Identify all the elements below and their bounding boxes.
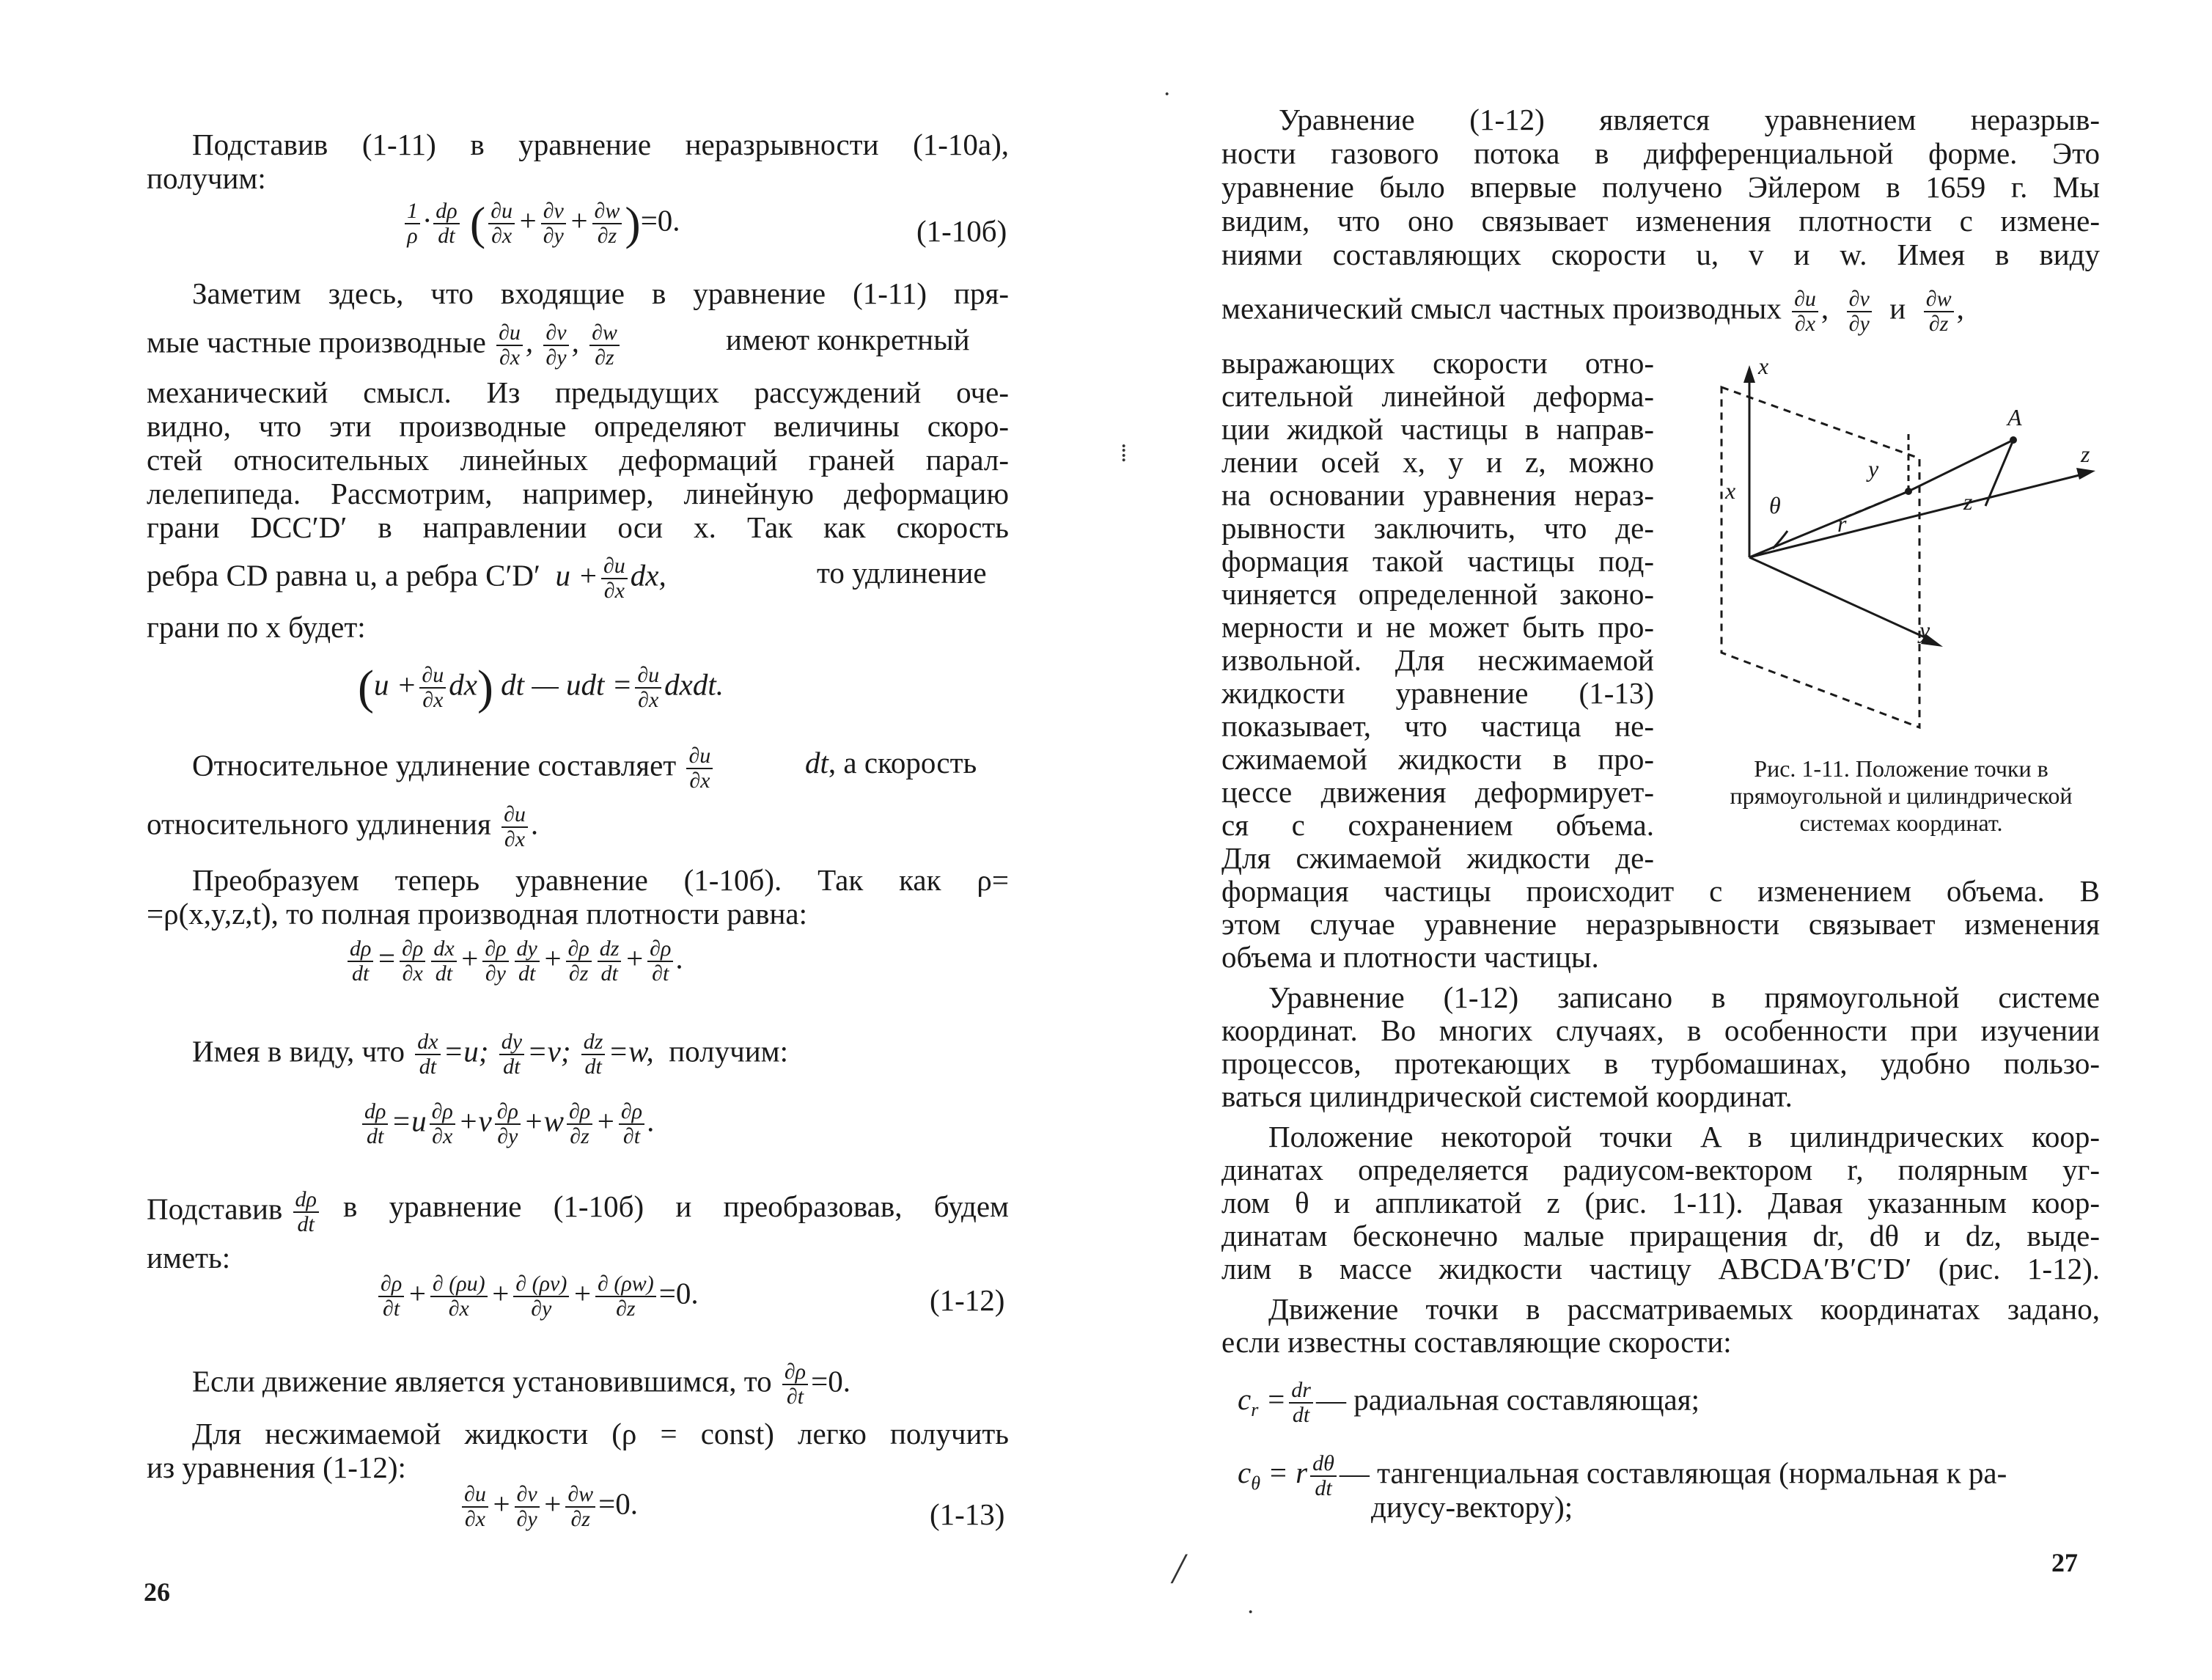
label-z-axis: z: [2081, 441, 2090, 467]
text-line: лом θ и аппликатой z (рис. 1-11). Давая указанным коор-: [1221, 1186, 2100, 1219]
text-line: процессов, протекающих в турбомашинах, удобно пользо-: [1221, 1046, 2100, 1080]
text-line: выражающих скорости отно-: [1221, 346, 1654, 380]
text-line: уравнение было впервые получено Эйлером в 1659 г. Мы: [1221, 170, 2100, 204]
text-line: dt, а скорость: [805, 746, 977, 780]
text-line: лим в массе жидкости частицу ABCDA′B′C′D′ (рис. 1-12).: [1221, 1252, 2100, 1285]
text-line: из уравнения (1-12):: [147, 1450, 406, 1484]
label-r: r: [1837, 510, 1847, 537]
label-x-axis: x: [1758, 353, 1769, 379]
text-line: механический смысл. Из предыдущих рассуждений оче-: [147, 375, 1009, 409]
text-line: этом случае уравнение неразрывности связывает изменения: [1221, 907, 2100, 941]
y-axis-line: [1749, 557, 1934, 642]
scan-mark: ⁞: [1120, 440, 1128, 467]
text-line: =ρ(x,y,z,t), то полная производная плотности равна:: [147, 897, 808, 931]
equation-1-10b: $\frac{1}{\rho}$ · $\frac{d\rho}{dt}$ ( $\frac{\partial u}{\partial x}$ + $\frac{\partial v}{\partial y}$ + $\frac{\partial w}{\partial z}$ )=0.: [402, 199, 680, 248]
text-line: ребра CD равна u, а ребра C′D′ u + $\frac{\partial u}{\partial x}$ dx,: [147, 554, 666, 603]
text-line: Если движение является установившимся, то $\frac{\partial\rho}{\partial t}$ =0.: [192, 1360, 850, 1409]
text-line: имеют конкретный: [726, 323, 970, 356]
text-line: ции жидкой частицы в направ-: [1221, 412, 1654, 446]
text-line: получим:: [147, 161, 266, 195]
right-page: [1106, 0, 2212, 1680]
text-line: в уравнение (1-10б) и преобразовав, будем: [343, 1189, 1009, 1223]
text-line: жидкости уравнение (1-13): [1221, 676, 1654, 710]
text-line: видим, что оно связывает изменения плотности с измене-: [1221, 204, 2100, 238]
text-span: Относительное удлинение составляет: [192, 748, 677, 782]
text-line: механический смысл частных производных $\frac{\partial u}{\partial x}$ , $\frac{\partial v}{\partial y}$ и $\frac{\partial w}{\partial z}$ ,: [1221, 287, 1964, 336]
text-line: координат. Во многих случаях, в особенности при изучении: [1221, 1013, 2100, 1047]
text-line: Уравнение (1-12) является уравнением неразрыв-: [1279, 103, 2100, 136]
text-line: показывает, что частица не-: [1221, 709, 1654, 743]
text-line: видно, что эти производные определяют величины скоро-: [147, 409, 1009, 443]
text-line: Движение точки в рассматриваемых координатах задано,: [1268, 1292, 2100, 1326]
label-y-axis: y: [1919, 617, 1930, 643]
equation-1-13: $\frac{\partial u}{\partial x}$ + $\frac{\partial v}{\partial y}$ + $\frac{\partial w}{\partial z}$ =0.: [459, 1483, 638, 1531]
x-arrow-head: [1743, 365, 1755, 383]
figure-1-11: [1700, 352, 2110, 748]
text-line: если известны составляющие скорости:: [1221, 1325, 1732, 1359]
equation-drho-uvw: $\frac{d\rho}{dt}$ =u $\frac{\partial\rho}{\partial x}$ +v $\frac{\partial\rho}{\partial y}$ +w $\frac{\partial\rho}{\partial z}$ + $\frac{\partial\rho}{\partial t}$ .: [359, 1100, 655, 1148]
text-line: динатам бесконечно малые приращения dr, dθ и dz, выде-: [1221, 1219, 2100, 1252]
scan-mark: ╱: [1172, 1556, 1187, 1583]
text-span: ребра CD равна u, а ребра C′D′: [147, 558, 541, 593]
text-span: Подставив: [147, 1192, 283, 1226]
text-span: мые частные производные: [147, 325, 486, 359]
text-line: динатах определяется радиусом-вектором r, полярным уг-: [1221, 1153, 2100, 1186]
text-line: $c_r$ = $\frac{dr}{dt}$ — радиальная составляющая;: [1238, 1378, 1700, 1427]
text-line: стей относительных линейных деформаций граней парал-: [147, 443, 1009, 477]
text-line: Подставив $\frac{d\rho}{dt}$: [147, 1188, 322, 1236]
text-line: грани по x будет:: [147, 610, 366, 644]
text-line: Уравнение (1-12) записано в прямоугольной системе: [1268, 980, 2100, 1014]
text-line: на основании уравнения нераз-: [1221, 478, 1654, 512]
text-line: Положение некоторой точки A в цилиндрических коор-: [1268, 1120, 2100, 1153]
equation-1-12: $\frac{\partial\rho}{\partial t}$ + $\frac{\partial (\rho u)}{\partial x}$ + $\frac{\partial (\rho v)}{\partial y}$ + $\frac{\partial (\rho w)}{\partial z}$ =0.: [375, 1272, 699, 1321]
z-proj-line: [1908, 440, 2013, 491]
text-line: ниями составляющих скорости u, v и w. Имея в виду: [1221, 238, 2100, 271]
label-z-proj: z: [1963, 488, 1973, 515]
text-line: Преобразуем теперь уравнение (1-10б). Так как ρ=: [192, 863, 1009, 897]
text-line: диусу-вектору);: [1371, 1490, 1573, 1524]
label-point-a: A: [2007, 404, 2022, 430]
text-line: чиняется определенной законо-: [1221, 577, 1654, 611]
scan-mark: ·: [1163, 81, 1172, 108]
text-line: мерности и не может быть про-: [1221, 610, 1654, 644]
text-span: механический смысл частных производных: [1221, 291, 1782, 326]
text-span: — тангенциальная составляющая (нормальная к ра-: [1339, 1456, 2007, 1490]
text-line: относительного удлинения $\frac{\partial u}{\partial x}$ .: [147, 802, 539, 851]
text-span: относительного удлинения: [147, 807, 491, 841]
text-line: объема и плотности частицы.: [1221, 940, 1599, 974]
text-span: — радиальная составляющая;: [1315, 1382, 1700, 1417]
point-a-marker: [2010, 436, 2017, 444]
label-x-proj: x: [1725, 477, 1736, 504]
label-theta: θ: [1769, 492, 1781, 518]
text-line: Заметим здесь, что входящие в уравнение (1-11) пря-: [192, 276, 1009, 310]
text-line: извольной. Для несжимаемой: [1221, 643, 1654, 677]
theta-arc: [1773, 531, 1787, 549]
text-line: Относительное удлинение составляет $\frac{\partial u}{\partial x}$: [192, 744, 716, 793]
equation-number: (1-13): [930, 1497, 1005, 1531]
text-line: $c_\theta = r$ $\frac{d\theta}{dt}$ — тангенциальная составляющая (нормальная к ра-: [1238, 1451, 2007, 1500]
caption-line: прямоугольной и цилиндрической: [1730, 782, 2073, 809]
equation-number: (1-12): [930, 1283, 1005, 1317]
text-line: грани DCC′D′ в направлении оси x. Так как скорость: [147, 510, 1009, 544]
text-line: сжимаемой жидкости в про-: [1221, 742, 1654, 776]
text-line: Имея в виду, что $\frac{dx}{dt}$ =u; $\frac{dy}{dt}$ =v; $\frac{dz}{dt}$ =w, получим:: [192, 1030, 788, 1079]
text-span: Имея в виду, что: [192, 1034, 405, 1068]
equation-text: [0, 0, 1, 1]
label-y-proj: y: [1868, 455, 1879, 482]
text-line: ся с сохранением объема.: [1221, 808, 1654, 842]
point-marker: [1905, 488, 1912, 495]
page-number: 27: [2051, 1548, 2078, 1577]
text-line: формация такой частицы под-: [1221, 544, 1654, 578]
text-line: Подставив (1-11) в уравнение неразрывности (1-10а),: [192, 128, 1009, 161]
scan-mark: ·: [1246, 1599, 1255, 1626]
text-line: лении осей x, y и z, можно: [1221, 445, 1654, 479]
equation-full-derivative: $\frac{d\rho}{dt}$ = $\frac{\partial\rho}{\partial x}$ $\frac{dx}{dt}$ + $\frac{\partial\rho}{\partial y}$ $\frac{dy}{dt}$ + $\frac{\partial\rho}{\partial z}$ $\frac{dz}{dt}$ + $\frac{\partial\rho}{\partial t}$ .: [345, 937, 684, 986]
text-span: Если движение является установившимся, то: [192, 1364, 772, 1398]
equation-number: (1-10б): [916, 214, 1007, 248]
text-line: Для сжимаемой жидкости де-: [1221, 841, 1654, 875]
figure-caption: [1685, 755, 2117, 837]
text-line: ваться цилиндрической системой координат.: [1221, 1079, 1793, 1113]
text-line: то удлинение: [817, 556, 987, 590]
text-line: лелепипеда. Рассмотрим, например, линейную деформацию: [147, 477, 1009, 510]
text-line: сительной линейной деформа-: [1221, 379, 1654, 413]
text-line: ности газового потока в дифференциальной форме. Это: [1221, 136, 2100, 170]
equation-elongation: (u + $\frac{\partial u}{\partial x}$ dx) dt — udt = $\frac{\partial u}{\partial x}$ dxdt.: [358, 661, 724, 714]
text-line: рывности заключить, что де-: [1221, 511, 1654, 545]
text-line: Для несжимаемой жидкости (ρ = const) легко получить: [192, 1417, 1009, 1450]
caption-line: системах координат.: [1799, 810, 2003, 836]
text-line: формация частицы происходит с изменением объема. В: [1221, 874, 2100, 908]
page-number: 26: [144, 1577, 170, 1607]
text-line: цессе движения деформирует-: [1221, 775, 1654, 809]
z-arrow-head: [2076, 468, 2095, 480]
text-line: иметь:: [147, 1241, 231, 1274]
text-span: получим:: [669, 1034, 788, 1068]
text-line: мые частные производные $\frac{\partial u}{\partial x}$ , $\frac{\partial v}{\partial y}$ , $\frac{\partial w}{\partial z}$: [147, 321, 622, 370]
caption-line: Рис. 1-11. Положение точки в: [1754, 755, 2049, 782]
